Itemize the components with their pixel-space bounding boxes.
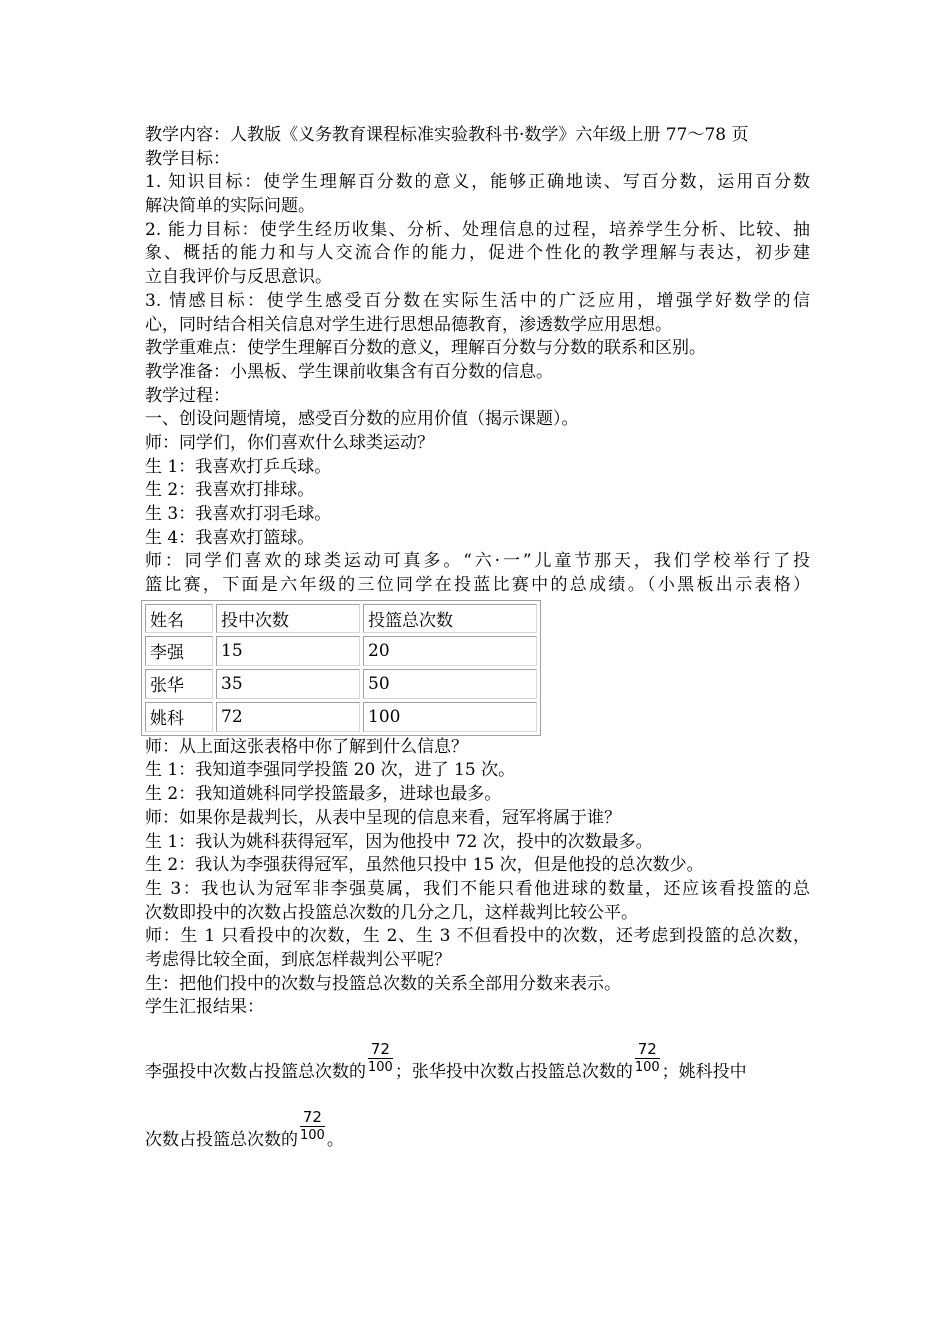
text-line: 考虑得比较全面，到底怎样裁判公平呢？ [145,949,451,970]
text-line: 象、概括的能力和与人交流合作的能力，促进个性化的教学理解与表达，初步建 [145,243,810,264]
table-cell: 姚科 [145,702,213,732]
result-text: 李强投中次数占投篮总次数的 [145,1062,366,1082]
text-line: 生 2：我认为李强获得冠军，虽然他只投中 15 次，但是他投的总次数少。 [145,855,704,876]
text-line: 师：同学们，你们喜欢什么球类运动？ [145,432,434,453]
table-cell: 35 [216,669,360,699]
table-cell: 72 [216,702,360,732]
table-row [145,636,537,666]
result-line [145,1040,810,1082]
text-line: 生 3：我也认为冠军非李强莫属，我们不能只看他进球的数量，还应该看投篮的总 [145,878,810,899]
text-line: 生 1：我喜欢打乒乓球。 [145,456,332,477]
text-line: 生 1：我知道李强同学投篮 20 次，进了 15 次。 [145,760,516,781]
text-line: 心，同时结合相关信息对学生进行思想品德教育，渗透数学应用思想。 [145,314,672,335]
table-cell: 20 [363,636,537,666]
text-line: 师：同学们喜欢的球类运动可真多。“六·一”儿童节那天，我们学校举行了投 [145,551,810,572]
table-cell: 50 [363,669,537,699]
fraction [635,1040,660,1077]
text-line: 2. 能力目标：使学生经历收集、分析、处理信息的过程，培养学生分析、比较、抽 [145,219,810,240]
fraction [300,1108,325,1145]
table-header-cell: 投中次数 [216,604,360,633]
result-line [145,1108,810,1150]
text-line: 生：把他们投中的次数与投篮总次数的关系全部用分数来表示。 [145,973,621,994]
text-line: 教学重难点：使学生理解百分数的意义，理解百分数与分数的联系和区别。 [145,338,706,359]
document-body [145,124,810,1150]
fraction-denominator: 100 [368,1060,393,1075]
text-line: 教学内容：人教版《义务教育课程标准实验教科书·数学》六年级上册 77～78 页 [145,125,749,145]
text-line: 学生汇报结果： [145,997,264,1018]
text-line: 教学目标： [145,148,230,169]
table-header-cell: 姓名 [145,604,213,633]
fraction [368,1040,393,1077]
table-cell: 100 [363,702,537,732]
text-line: 3. 情感目标：使学生感受百分数在实际生活中的广泛应用，增强学好数学的信 [145,290,810,311]
text-line: 生 4：我喜欢打篮球。 [145,527,315,548]
table-row [145,702,537,732]
text-line: 次数即投中的次数占投篮总次数的几分之几，这样裁判比较公平。 [145,902,638,923]
score-table [141,600,541,736]
text-line: 生 1：我认为姚科获得冠军，因为他投中 72 次，投中的次数最多。 [145,831,653,852]
table-header-row [145,604,537,633]
text-line: 立自我评价与反思意识。 [145,267,332,288]
result-text: ；张华投中次数占投篮总次数的 [394,1062,633,1082]
fraction-numerator: 72 [300,1108,325,1127]
section-heading: 一、创设问题情境，感受百分数的应用价值（揭示课题）。 [145,409,579,430]
text-line: 生 2：我知道姚科同学投篮最多，进球也最多。 [145,784,502,805]
table-cell: 张华 [145,669,213,699]
text-line: 篮比赛，下面是六年级的三位同学在投蓝比赛中的总成绩。（小黑板出示表格） [145,575,810,596]
table-cell: 15 [216,636,360,666]
fraction-numerator: 72 [368,1040,393,1059]
text-line: 师：如果你是裁判长，从表中呈现的信息来看，冠军将属于谁？ [145,807,621,828]
text-line: 生 2：我喜欢打排球。 [145,480,315,501]
text-line: 教学过程： [145,385,230,406]
text-line: 解决简单的实际问题。 [145,196,315,217]
result-text: 次数占投篮总次数的 [145,1130,298,1150]
text-line: 师：从上面这张表格中你了解到什么信息？ [145,736,468,757]
fraction-denominator: 100 [300,1128,325,1143]
result-text: 。 [326,1130,344,1150]
text-line: 生 3：我喜欢打羽毛球。 [145,504,332,524]
table-row [145,669,537,699]
text-line: 1. 知识目标：使学生理解百分数的意义，能够正确地读、写百分数，运用百分数 [145,172,810,193]
text-line: 教学准备：小黑板、学生课前收集含有百分数的信息。 [145,361,553,382]
table-cell: 李强 [145,636,213,666]
fraction-denominator: 100 [634,1060,660,1075]
fraction-numerator: 72 [635,1040,660,1059]
text-line: 师：生 1 只看投中的次数，生 2、生 3 不但看投中的次数，还考虑到投篮的总次数， [145,926,810,947]
table-header-cell: 投篮总次数 [363,604,537,633]
result-text: ；姚科投中 [661,1062,747,1082]
